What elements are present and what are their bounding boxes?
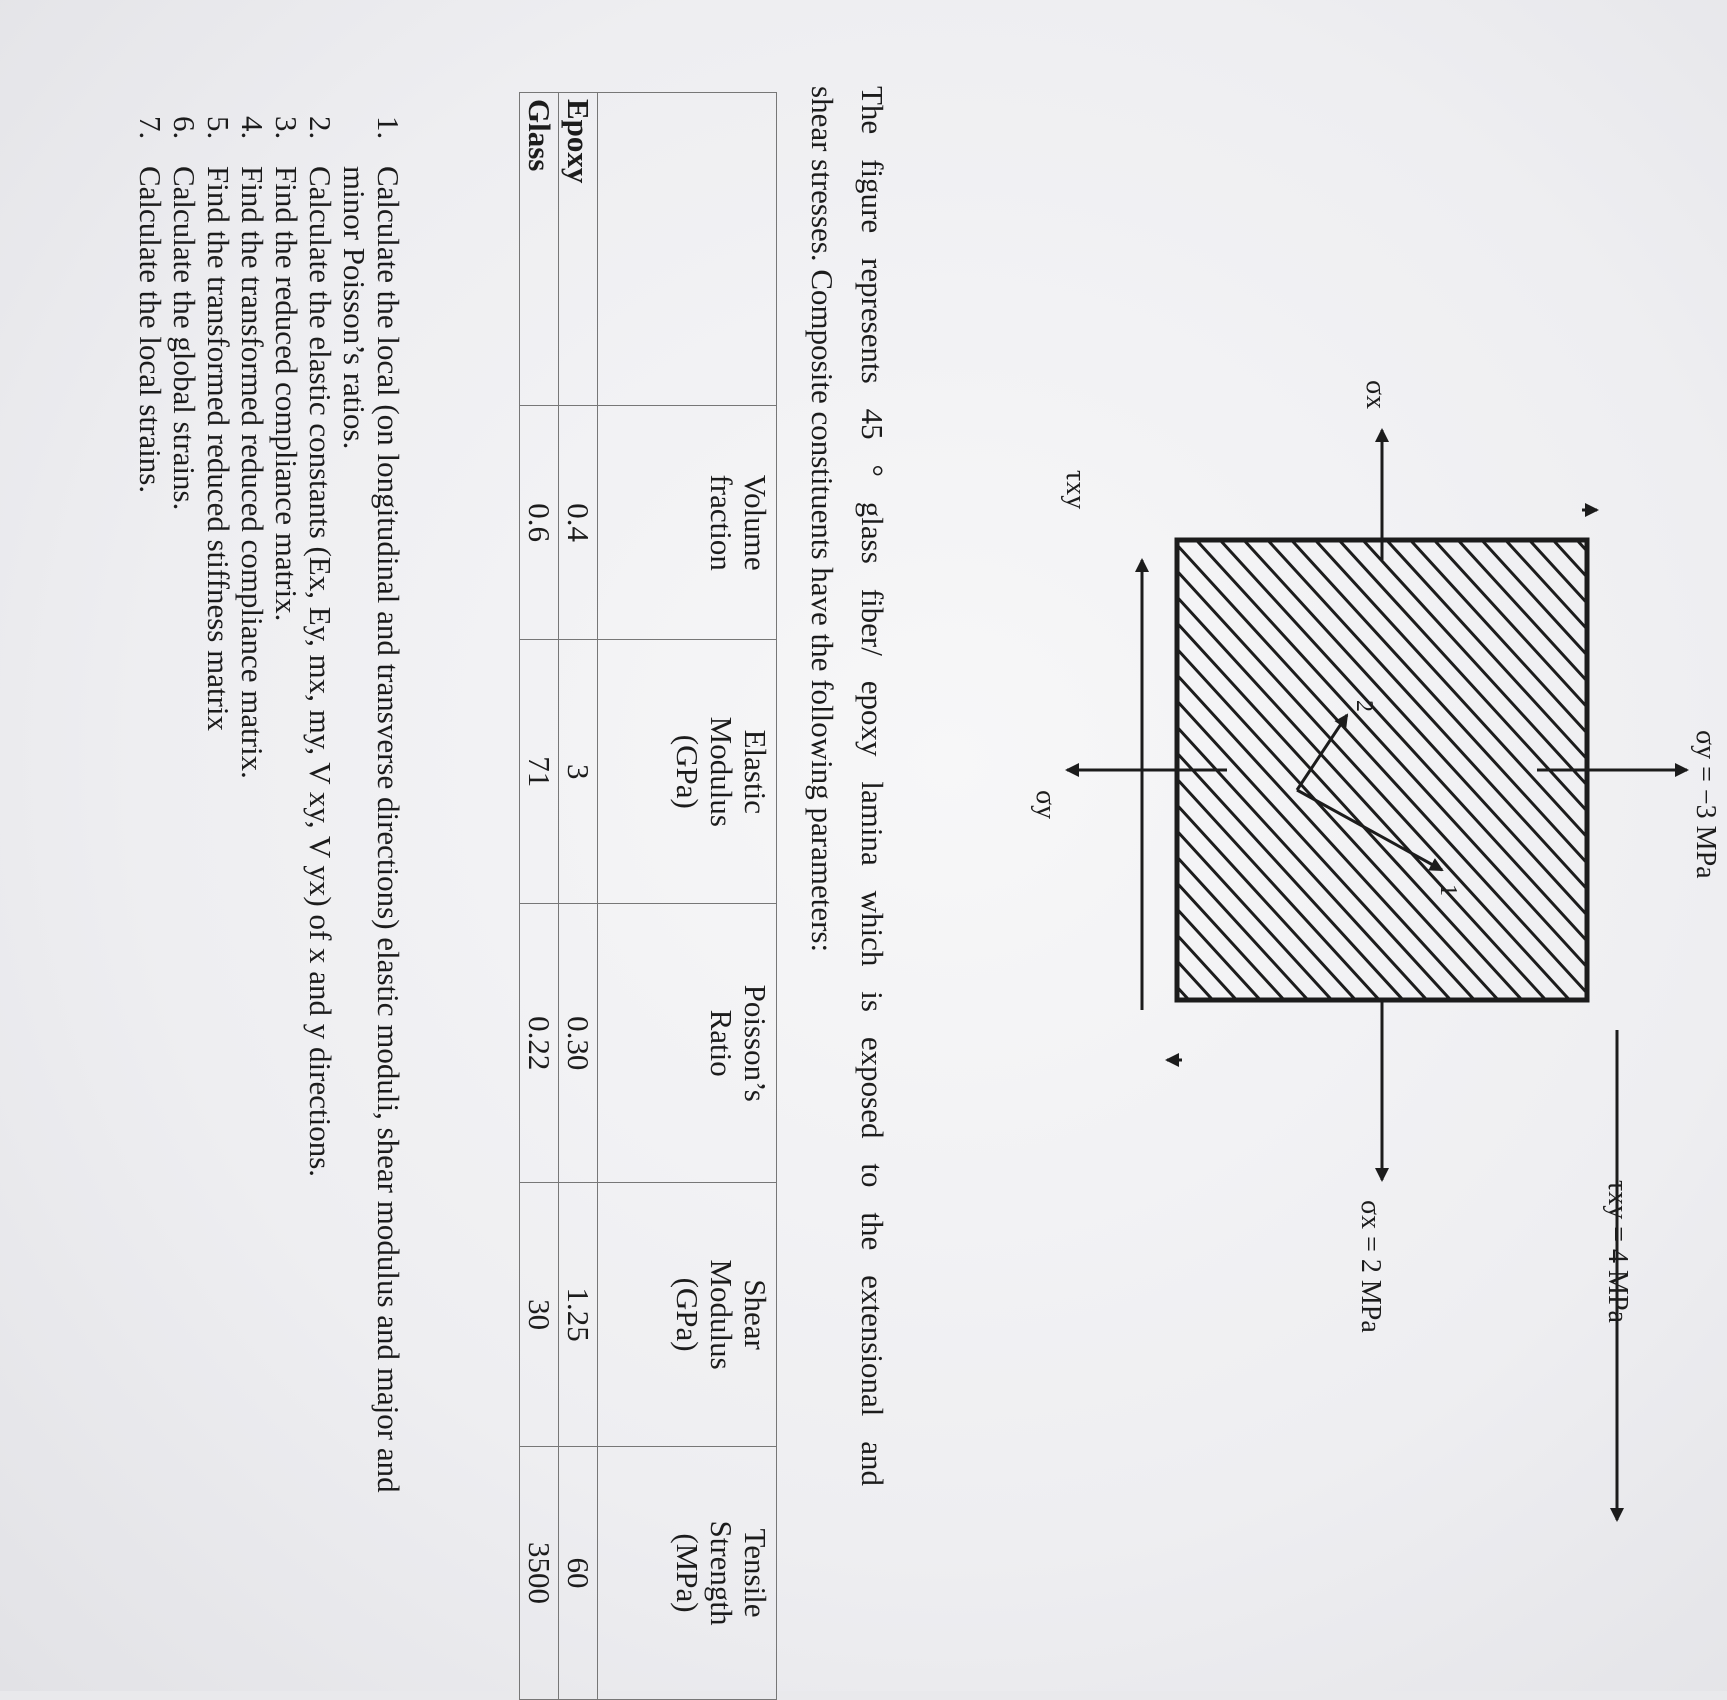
list-item: [235, 86, 269, 1506]
table-cell: 0.30: [559, 904, 598, 1183]
fiber-line: [1167, 1470, 1597, 1691]
properties-table: [519, 92, 777, 1700]
item-text: Calculate the global strains.: [167, 166, 202, 511]
tau-xy-left-label: τxy: [1060, 470, 1091, 510]
list-item: [167, 86, 201, 1506]
row-header: Epoxy: [559, 93, 598, 406]
fiber-line: [1167, 508, 1597, 978]
table-cell: 60: [559, 1447, 598, 1700]
table-cell: 71: [520, 640, 559, 904]
table-cell: 30: [520, 1183, 559, 1447]
intro-line-1: The figure represents 45 ° glass fiber/ epoxy lamina which is exposed to the extensional and: [855, 86, 890, 1486]
item-text: Find the reduced compliance matrix.: [269, 166, 304, 622]
axis-2-label: 2: [1351, 700, 1377, 712]
fiber-line: [1167, 1340, 1597, 1691]
axis-1-label: 1: [1435, 884, 1461, 896]
fiber-line: [1167, 1496, 1597, 1691]
tau-xy-right-label: τxy = 4 MPa: [1602, 1180, 1633, 1323]
question-list: [133, 86, 405, 1506]
list-item: [303, 86, 337, 1506]
item-number: 4.: [235, 116, 270, 140]
header-cell: Elastic Modulus (GPa): [598, 640, 777, 904]
header-cell: Volume fraction: [598, 406, 777, 640]
sigma-x-right-label: σx = 2 MPa: [1355, 1200, 1386, 1333]
table-cell: 3: [559, 640, 598, 904]
row-header: Glass: [520, 93, 559, 406]
fiber-line: [1167, 1288, 1597, 1691]
item-number: 3.: [269, 116, 304, 140]
header-cell: Tensile Strength (MPa): [598, 1447, 777, 1700]
stress-figure: [1027, 0, 1727, 1691]
header-cell: [598, 93, 777, 406]
item-text: Find the transformed reduced compliance matrix.: [235, 166, 270, 779]
local-axes: [1297, 715, 1442, 870]
fiber-hatching: [1167, 40, 1597, 1691]
table-cell: 0.22: [520, 904, 559, 1183]
list-item: [133, 86, 167, 1506]
header-cell: Poisson’s Ratio: [598, 904, 777, 1183]
item-text: Find the transformed reduced stiffness matrix: [201, 166, 236, 732]
fiber-line: [1167, 1522, 1597, 1691]
table-cell: 1.25: [559, 1183, 598, 1447]
table-cell: 0.4: [559, 406, 598, 640]
item-text: Calculate the local (on longitudinal and transverse directions) elastic moduli, shear modulus and major and minor Poisson’s ratios.: [337, 166, 406, 1493]
item-text: Calculate the local strains.: [133, 166, 168, 494]
intro-paragraph: [797, 86, 897, 1486]
list-item: [269, 86, 303, 1506]
fiber-line: [1167, 1392, 1597, 1691]
list-item: [337, 86, 405, 1506]
fiber-line: [1167, 534, 1597, 1004]
item-number: 2.: [303, 116, 338, 140]
fiber-line: [1167, 1366, 1597, 1691]
fiber-line: [1167, 560, 1597, 1030]
sigma-y-top-label: σy = −3 MPa: [1690, 730, 1721, 879]
table-row: [520, 93, 559, 1700]
fiber-line: [1167, 586, 1597, 1056]
table-row: [559, 93, 598, 1700]
fiber-line: [1167, 1314, 1597, 1691]
item-number: 1.: [371, 116, 406, 140]
fiber-line: [1167, 1418, 1597, 1691]
table-cell: 3500: [520, 1447, 559, 1700]
item-number: 5.: [201, 116, 236, 140]
table-cell: 0.6: [520, 406, 559, 640]
item-number: 6.: [167, 116, 202, 140]
table-header-row: [598, 93, 777, 1700]
header-cell: Shear Modulus (GPa): [598, 1183, 777, 1447]
sigma-y-bottom-label: σy: [1030, 790, 1061, 820]
list-item: [201, 86, 235, 1506]
fiber-line: [1167, 1444, 1597, 1691]
fiber-line: [1167, 352, 1597, 822]
intro-line-2: shear stresses. Composite constituents have the following parameters:: [805, 86, 840, 953]
item-text: Calculate the elastic constants (Ex, Ey, mx, my, V xy, V yx) of x and y directions.: [303, 166, 338, 1178]
item-number: 7.: [133, 116, 168, 140]
sigma-x-left-label: σx: [1360, 380, 1391, 410]
